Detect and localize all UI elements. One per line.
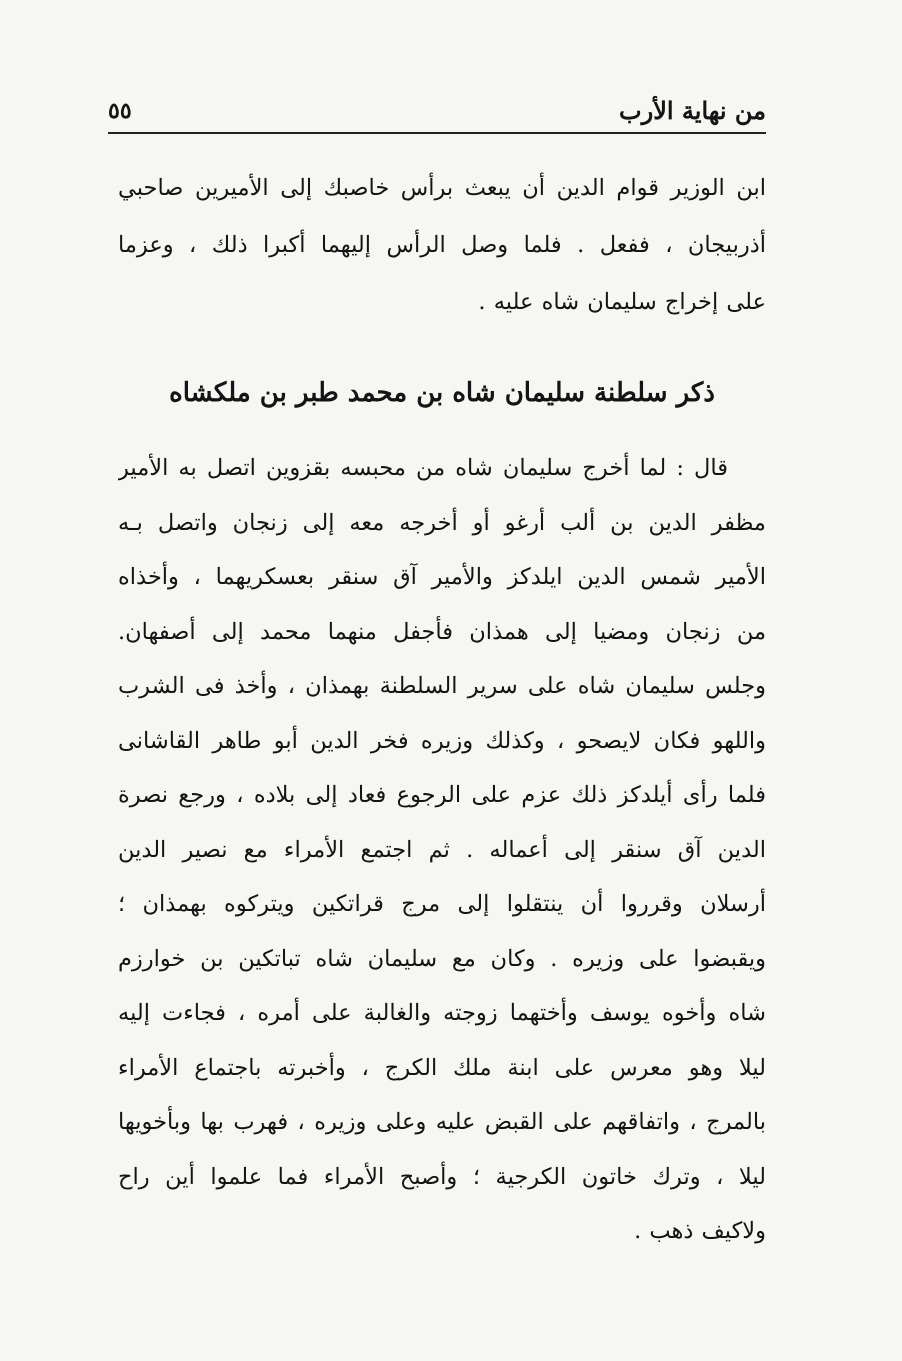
text-line: ليلا ، وترك خاتون الكرجية ؛ وأصبح الأمراء فما علموا أين راح bbox=[118, 1163, 766, 1190]
running-title: من نهاية الأرب bbox=[619, 96, 766, 125]
text-line: ليلا وهو معرس على ابنة ملك الكرج ، وأخبرته باجتماع الأمراء bbox=[118, 1054, 766, 1081]
text-line: مظفر الدين بن ألب أرغو أو أخرجه معه إلى زنجان واتصل بـه bbox=[118, 509, 766, 536]
page-number: ٥٥ bbox=[108, 98, 132, 124]
text-line: بالمرج ، واتفاقهم على القبض عليه وعلى وزيره ، فهرب بها وبأخويها bbox=[118, 1109, 766, 1135]
page-header bbox=[108, 96, 766, 132]
header-rule bbox=[108, 132, 766, 134]
text-line: فلما رأى أيلدكز ذلك عزم على الرجوع فعاد إلى بلاده ، ورجع نصرة bbox=[118, 782, 766, 808]
text-line: أرسلان وقرروا أن ينتقلوا إلى مرج قراتكين ويتركوه بهمذان ؛ bbox=[118, 891, 766, 917]
text-line: على إخراج سليمان شاه عليه . bbox=[478, 289, 766, 315]
text-line: ويقبضوا على وزيره . وكان مع سليمان شاه تباتكين بن خوارزم bbox=[118, 945, 766, 972]
text-line: ولاكيف ذهب . bbox=[634, 1218, 766, 1244]
text-line: قال : لما أخرج سليمان شاه من محبسه بقزوين اتصل به الأمير bbox=[118, 455, 728, 481]
section-body bbox=[118, 448, 766, 1266]
text-line: الدين آق سنقر إلى أعماله . ثم اجتمع الأمراء مع نصير الدين bbox=[118, 836, 766, 863]
text-line: ابن الوزير قوام الدين أن يبعث برأس خاصبك إلى الأميرين صاحبي bbox=[118, 175, 766, 201]
text-line: شاه وأخوه يوسف وأختهما زوجته والغالبة على أمره ، فجاءت إليه bbox=[118, 1000, 766, 1026]
text-line: أذربيجان ، ففعل . فلما وصل الرأس إليهما أكبرا ذلك ، وعزما bbox=[118, 232, 766, 258]
text-line: واللهو فكان لايصحو ، وكذلك وزيره فخر الدين أبو طاهر القاشانى bbox=[118, 727, 766, 754]
intro-paragraph bbox=[118, 168, 766, 339]
text-line: الأمير شمس الدين ايلدكز والأمير آق سنقر بعسكريهما ، وأخذاه bbox=[118, 564, 766, 590]
section-heading: ذكر سلطنة سليمان شاه بن محمد طبر بن ملكشاه bbox=[169, 378, 715, 408]
text-line: وجلس سليمان شاه على سرير السلطنة بهمذان ، وأخذ فى الشرب bbox=[118, 673, 766, 699]
text-line: من زنجان ومضيا إلى همذان فأجفل منهما محمد إلى أصفهان. bbox=[118, 618, 766, 645]
